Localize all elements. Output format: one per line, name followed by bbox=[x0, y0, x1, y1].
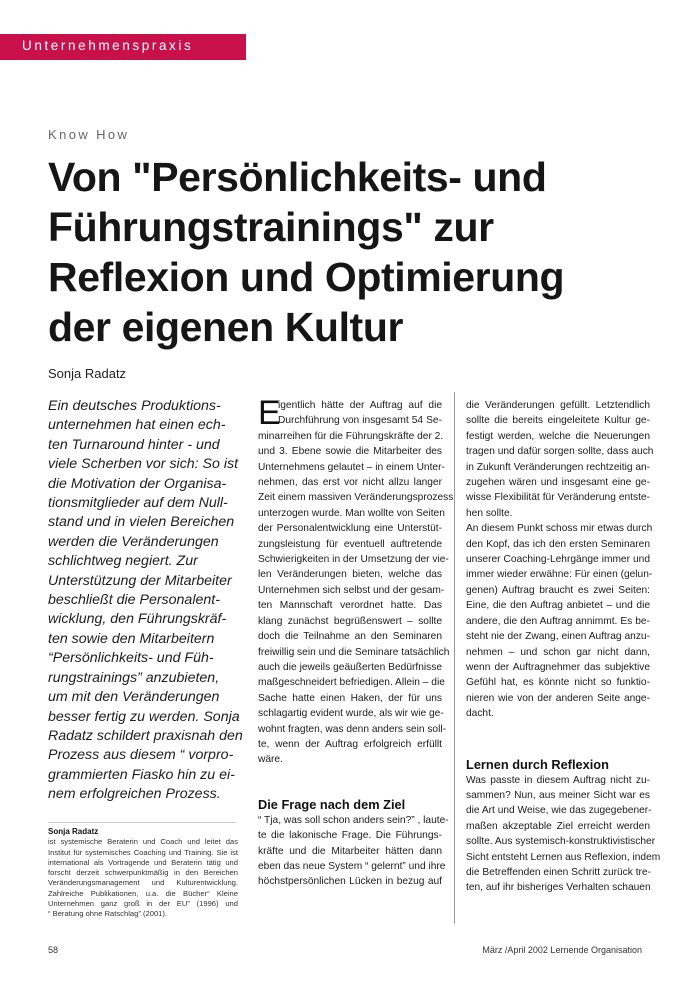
lead-line: ten sowie den Mitarbeitern bbox=[48, 630, 215, 647]
body-line: dacht. bbox=[466, 708, 494, 720]
article-title bbox=[48, 152, 678, 352]
body-line: steht nie der Zwang, einen Auftrag anzu- bbox=[466, 631, 650, 643]
body-line: die Veränderungen gefüllt. Letztendlich bbox=[466, 400, 650, 411]
body-line: Zeit einem massiven Veränderungsprozess bbox=[258, 492, 454, 504]
body-line: wisse Flexibilität für Veränderung entste- bbox=[466, 492, 650, 504]
lead-line: die Motivation der Organisa- bbox=[48, 475, 227, 492]
bio-divider bbox=[48, 822, 236, 823]
body-line: “ Tja, was soll schon anders sein?” , laute- bbox=[258, 814, 449, 826]
lead-line: ten Turnaround hinter - und bbox=[48, 436, 220, 453]
body-line: Sache hatte einen Haken, der für uns bbox=[258, 692, 442, 704]
body-line: festigt werden, welche die Neuerungen bbox=[466, 430, 650, 442]
body-line: sollte die bereits eingeleitete Kultur ge- bbox=[466, 415, 650, 427]
body-line: te die lakonische Frage. Die Führungs- bbox=[258, 830, 442, 842]
body-line: An diesem Punkt schoss mir etwas durch bbox=[466, 523, 653, 535]
body-line: Schwierigkeiten in der Umsetzung der vie- bbox=[258, 554, 449, 566]
bio-line: international als Vortragende und Beraterin tätig und bbox=[48, 857, 238, 867]
bio-line: Veränderungsmanagement und Kulturentwicklung. bbox=[48, 878, 238, 888]
kicker: Know How bbox=[48, 127, 130, 142]
body-line: wohnt fragten, was denn anders sein soll- bbox=[258, 723, 447, 735]
body-line: len Veränderungen bieten, welche das bbox=[258, 569, 442, 581]
body-line: ten, auf ihr bisheriges Verhalten schauen bbox=[466, 882, 651, 894]
lead-line: wicklung, den Führungskräf- bbox=[48, 611, 227, 628]
body-line: maßgeschneidert befriedigen. Allein – die bbox=[258, 677, 445, 689]
lead-line: unternehmen hat einen ech- bbox=[48, 417, 226, 434]
body-line: andere, die den Auftrag annimmt. Es be- bbox=[466, 615, 650, 627]
body-line: zungsleistung für eventuell auftretende bbox=[258, 538, 442, 550]
lead-line: um mit den Veränderungen bbox=[48, 689, 220, 706]
body-line: wäre. bbox=[258, 754, 283, 766]
lead-line: stand und in vielen Bereichen bbox=[48, 514, 235, 531]
bio-line: Institut für systemisches Coaching und Training. Sie ist bbox=[48, 847, 238, 857]
body-column-3 bbox=[466, 398, 661, 896]
body-line: Gefühl hat, es könnte nicht so funktio- bbox=[466, 677, 650, 689]
lead-line: rungstrainings” anzubieten, bbox=[48, 669, 220, 686]
lead-paragraph bbox=[48, 397, 243, 805]
body-line: nehmen, das erst vor nicht allzu langer bbox=[258, 477, 442, 489]
body-line: ten Mannschaft verordnet hatte. Das bbox=[258, 600, 442, 612]
body-line: immer wieder erwähne: Für einen (gelun- bbox=[466, 569, 653, 581]
drop-cap: E bbox=[258, 394, 281, 432]
issue-footer: März /April 2002 Lernende Organisation bbox=[482, 945, 642, 955]
body-line: maßen akzeptable Ziel erreicht werden bbox=[466, 820, 650, 832]
bio-line: “ Beratung ohne Ratschlag” (2001). bbox=[48, 909, 168, 919]
body-line: Sicht entsteht Lernen aus Reflexion, indem bbox=[466, 851, 661, 863]
lead-line: besser fertig zu werden. Sonja bbox=[48, 708, 240, 725]
body-line: die Betreffenden einen Schritt zurück tre- bbox=[466, 866, 651, 878]
title-line: Von "Persönlichkeits- und bbox=[48, 154, 547, 200]
body-line: Was passte in diesem Auftrag nicht zu- bbox=[466, 774, 650, 786]
bio-line: forscht derzeit schwerpunktmäßig in den Bereichen bbox=[48, 868, 238, 878]
body-line: höchstpersönlichen Lücken in bezug auf bbox=[258, 876, 442, 888]
body-line: zugehen wären und insgesamt eine ge- bbox=[466, 477, 650, 489]
body-line: sammen? Nun, aus meiner Sicht war es bbox=[466, 789, 650, 801]
opening-paragraph bbox=[258, 394, 442, 432]
subheading-ziel: Die Frage nach dem Ziel bbox=[258, 796, 406, 812]
body-line: auch die jeweils geäußerten Bedürfnisse bbox=[258, 661, 442, 673]
body-line: Eine, die den Auftrag anbietet – und die bbox=[466, 600, 650, 612]
body-line: wenn der Auftragnehmer das subjektive bbox=[466, 661, 650, 673]
lead-line: werden die Veränderungen bbox=[48, 533, 219, 550]
bio-line: Zahlreiche Publikationen, u.a. die Bücher“ Kleine bbox=[48, 888, 238, 898]
lead-line: Radatz schildert praxisnah den bbox=[48, 727, 243, 744]
column-divider bbox=[454, 392, 455, 924]
body-line: und 3. Ebene sowie die Mitarbeiter des bbox=[258, 446, 442, 458]
body-line: nieren wie von der anderen Seite ange- bbox=[466, 692, 650, 704]
body-line: unserer Coaching-Lehrgänge immer und bbox=[466, 554, 650, 566]
lead-line: Ein deutsches Produktions- bbox=[48, 398, 221, 414]
body-line: sollte. Aus systemisch-konstruktivistischer bbox=[466, 836, 656, 848]
lead-line: viele Scherben vor sich: So ist bbox=[48, 456, 239, 473]
body-line: schlagartig evident wurde, als wir wie ge- bbox=[258, 708, 444, 720]
bio-line: ist systemische Beraterin und Coach und leitet das bbox=[48, 837, 238, 847]
body-line: klang zunächst begrüßenswert – sollte bbox=[258, 615, 442, 627]
title-line: Reflexion und Optimierung bbox=[48, 254, 565, 300]
page-number: 58 bbox=[48, 945, 59, 955]
lead-line: nem erfolgreichen Prozess. bbox=[48, 786, 221, 803]
body-line: eben das neue System “ gelernt” und ihre bbox=[258, 860, 446, 872]
body-line: igentlich hätte der Auftrag auf die bbox=[278, 400, 442, 411]
bio-line: Unternehmen ganz groß in der EU” (1996) und bbox=[48, 899, 238, 909]
body-line: minarreihen für die Führungskräfte der 2. bbox=[258, 430, 444, 442]
body-line: den Kopf, das ich den ersten Seminaren bbox=[466, 538, 650, 550]
body-column-2 bbox=[258, 394, 454, 890]
section-banner bbox=[0, 34, 246, 60]
body-line: nehmen – und schon gar nicht dann, bbox=[466, 646, 650, 658]
body-line: Durchführung von insgesamt 54 Se- bbox=[278, 415, 442, 427]
body-line: Unternehmen sich selbst und der gesam- bbox=[258, 584, 445, 596]
lead-line: tionsmitglieder auf dem Null- bbox=[48, 495, 228, 512]
subheading-reflexion: Lernen durch Reflexion bbox=[466, 756, 609, 772]
section-banner-label: Unternehmenspraxis bbox=[22, 38, 194, 53]
body-line: die Art und Weise, wie das zugegebener- bbox=[466, 805, 652, 817]
bio-name: Sonja Radatz bbox=[48, 827, 99, 836]
body-line: tragen und dafür sorgen sollte, dass auch bbox=[466, 446, 654, 458]
body-line: genen) Auftrag braucht es zwei Seiten: bbox=[466, 584, 650, 596]
body-line: te, wenn der Auftrag erfolgreich erfüllt bbox=[258, 738, 442, 750]
author-bio bbox=[48, 827, 238, 920]
lead-line: Prozess aus diesem “ vorpro- bbox=[48, 747, 234, 764]
lead-line: schlichtweg negiert. Zur bbox=[48, 553, 198, 570]
title-line: Führungstrainings" zur bbox=[48, 204, 494, 250]
body-line: Unternehmens gelautet – in einem Unter- bbox=[258, 461, 445, 473]
body-line: der Personalentwicklung eine Unterstüt- bbox=[258, 523, 442, 535]
lead-line: grammierten Fiasko hin zu ei- bbox=[48, 766, 235, 783]
body-line: in Zukunft Veränderungen rechtzeitig an- bbox=[466, 461, 651, 473]
body-line: freiwillig sein und die Seminare tatsächlich bbox=[258, 646, 450, 658]
body-line: hen sollte. bbox=[466, 507, 513, 519]
lead-line: beschließt die Personalent- bbox=[48, 592, 220, 609]
body-line: kräfte und die Mitarbeiter hätten dann bbox=[258, 845, 442, 857]
title-line: der eigenen Kultur bbox=[48, 304, 404, 350]
lead-line: Unterstützung der Mitarbeiter bbox=[48, 572, 232, 589]
body-line: unterzogen wurde. Man wollte von Seiten bbox=[258, 507, 445, 519]
lead-line: “Persönlichkeits- und Füh- bbox=[48, 650, 214, 667]
author-byline: Sonja Radatz bbox=[48, 366, 127, 381]
body-line: doch die Teilnahme an den Seminaren bbox=[258, 631, 442, 643]
